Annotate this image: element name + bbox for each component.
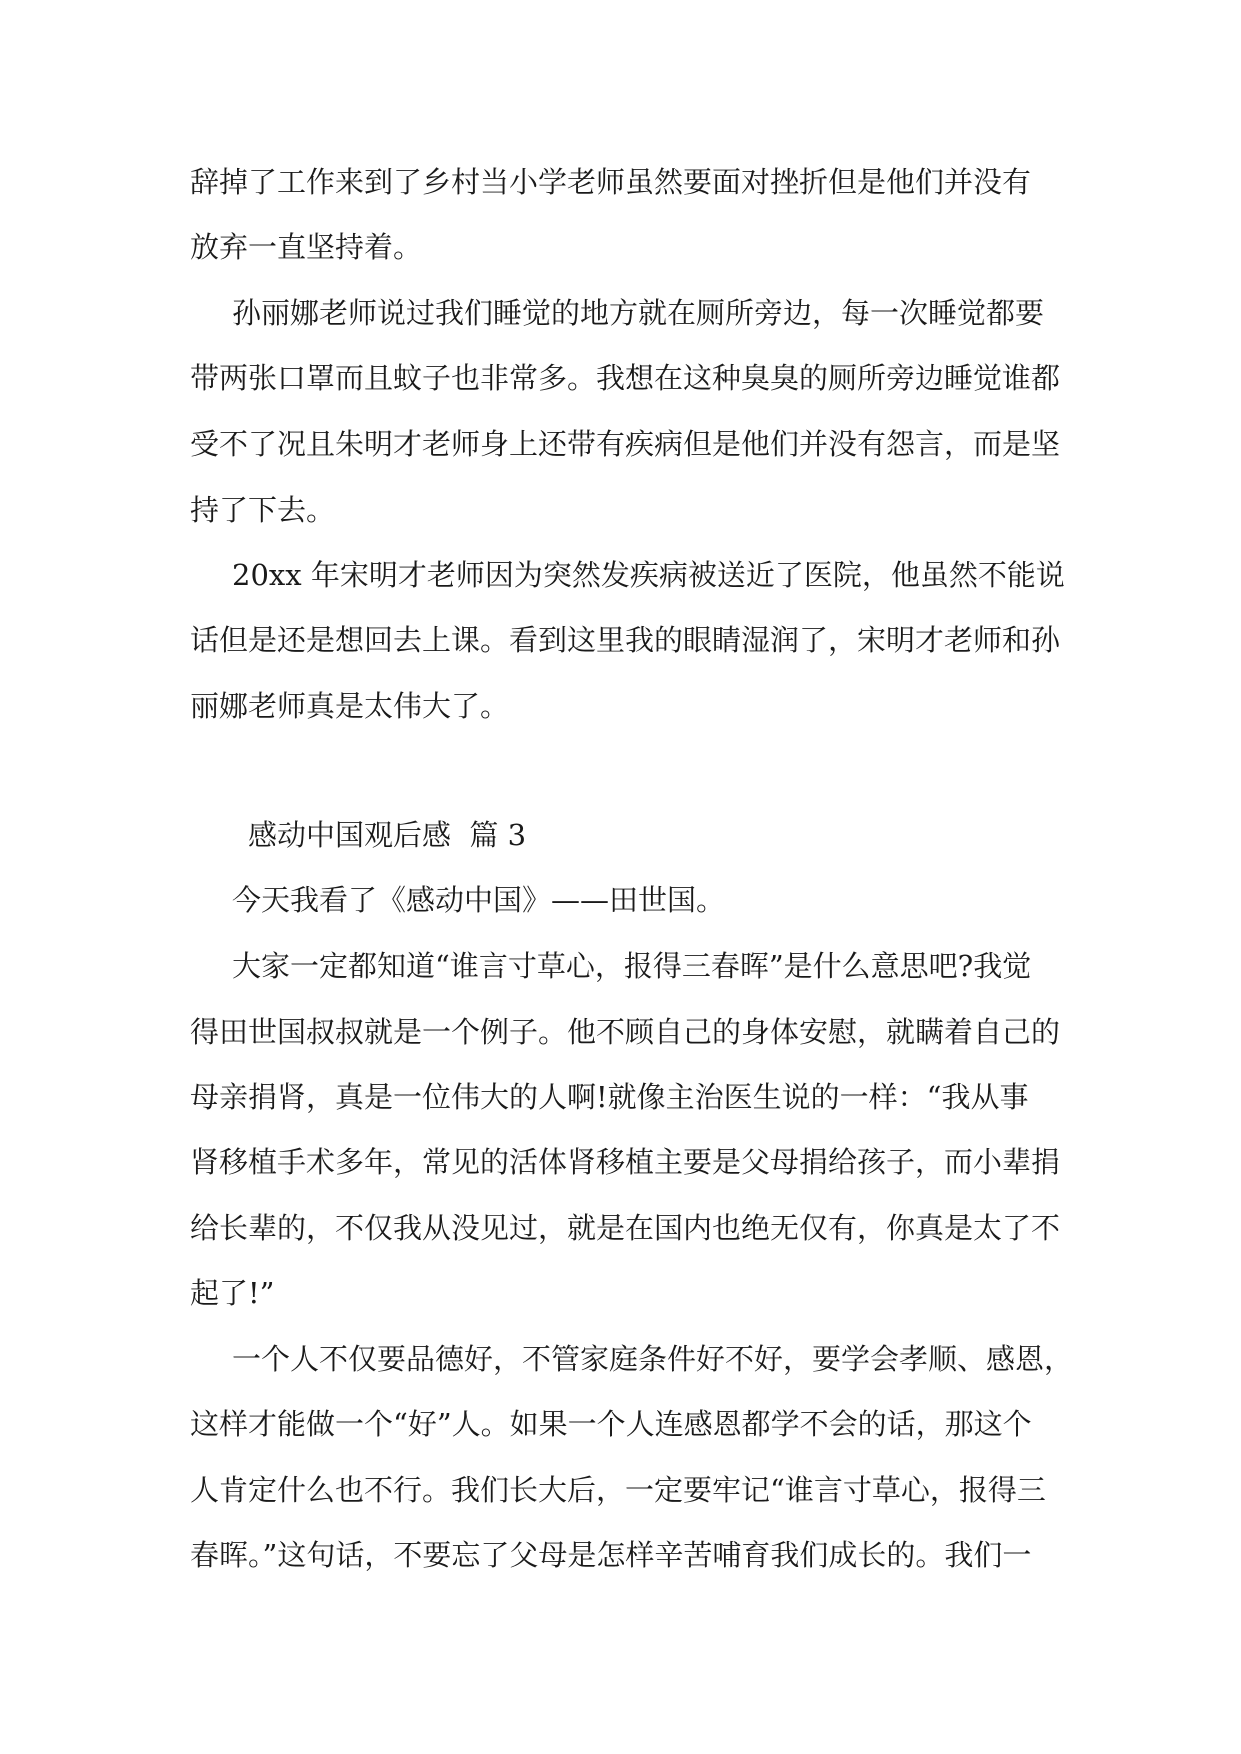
paragraph-line: 放弃一直坚持着。 bbox=[190, 230, 423, 264]
paragraph-line: 一个人不仅要品德好，不管家庭条件好不好，要学会孝顺、感恩， bbox=[232, 1342, 1074, 1376]
paragraph-line: 丽娜老师真是太伟大了。 bbox=[190, 689, 510, 723]
paragraph-line: 人肯定什么也不行。我们长大后，一定要牢记“谁言寸草心，报得三 bbox=[190, 1473, 1046, 1507]
paragraph-line: 得田世国叔叔就是一个例子。他不顾自己的身体安慰，就瞒着自己的 bbox=[190, 1015, 1061, 1049]
paragraph-line: 带两张口罩而且蚊子也非常多。我想在这种臭臭的厕所旁边睡觉谁都 bbox=[190, 361, 1061, 395]
paragraph-line: 话但是还是想回去上课。看到这里我的眼睛湿润了，宋明才老师和孙 bbox=[190, 623, 1061, 657]
paragraph-line: 受不了况且朱明才老师身上还带有疾病但是他们并没有怨言，而是坚 bbox=[190, 427, 1061, 461]
paragraph-line: 春晖。”这句话，不要忘了父母是怎样辛苦哺育我们成长的。我们一 bbox=[190, 1538, 1032, 1572]
paragraph-line: 给长辈的，不仅我从没见过，就是在国内也绝无仅有，你真是太了不 bbox=[190, 1211, 1061, 1245]
paragraph-line: 今天我看了《感动中国》——田世国。 bbox=[232, 883, 726, 917]
paragraph-line: 持了下去。 bbox=[190, 493, 336, 527]
paragraph-line: 这样才能做一个“好”人。如果一个人连感恩都学不会的话，那这个 bbox=[190, 1407, 1032, 1441]
paragraph-line: 大家一定都知道“谁言寸草心，报得三春晖”是什么意思吧?我觉 bbox=[232, 949, 1032, 983]
section-heading: 感动中国观后感 篇 3 bbox=[248, 818, 527, 852]
paragraph-line: 孙丽娜老师说过我们睡觉的地方就在厕所旁边，每一次睡觉都要 bbox=[232, 296, 1045, 330]
paragraph-line: 20xx 年宋明才老师因为突然发疾病被送近了医院，他虽然不能说 bbox=[232, 558, 1065, 592]
paragraph-line: 母亲捐肾，真是一位伟大的人啊!就像主治医生说的一样：“我从事 bbox=[190, 1080, 1029, 1114]
paragraph-line: 肾移植手术多年，常见的活体肾移植主要是父母捐给孩子，而小辈捐 bbox=[190, 1145, 1061, 1179]
paragraph-line: 辞掉了工作来到了乡村当小学老师虽然要面对挫折但是他们并没有 bbox=[190, 165, 1032, 199]
paragraph-line: 起了!” bbox=[190, 1276, 275, 1310]
